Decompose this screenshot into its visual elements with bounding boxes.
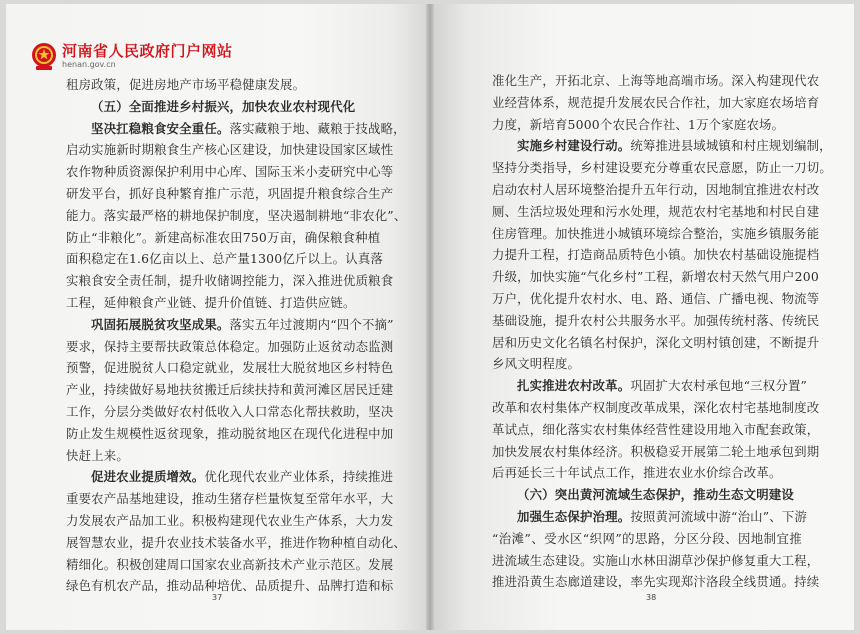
paragraph-text: 乡风文明程度。 bbox=[492, 356, 581, 372]
text-line bbox=[492, 179, 820, 201]
paragraph-text: 业经营体系，规范提升发展农民合作社，加大家庭农场培育 bbox=[492, 94, 820, 110]
text-line bbox=[66, 532, 406, 554]
paragraph-text: 启动农村人居环境整治提升五年行动，因地制宜推进农村改 bbox=[492, 181, 820, 197]
text-line bbox=[66, 248, 384, 270]
text-line bbox=[66, 74, 366, 96]
left-page-body bbox=[66, 74, 407, 597]
national-emblem-icon bbox=[30, 42, 58, 72]
paragraph-text: “治滩”、受水区“织网”的思路，分区分段、因地制宜推 bbox=[492, 530, 802, 546]
text-line bbox=[66, 379, 394, 401]
text-line bbox=[492, 114, 802, 136]
paragraph-text: 准化生产，开拓北京、上海等地高端市场。深入构建现代农 bbox=[492, 73, 820, 88]
paragraph-text: 精细化。积极创建周口国家农业高新技术产业示范区。发展 bbox=[66, 556, 394, 572]
paragraph-text: 力度，新培育5000个农民合作社、1万个家庭农场。 bbox=[492, 116, 785, 132]
site-domain: henan.gov.cn bbox=[62, 60, 116, 69]
paragraph-text: 革试点，细化落实农村集体经营性建设用地入市配套政策， bbox=[492, 421, 820, 437]
paragraph-text: 工程，延伸粮食产业链、提升价值链、打造供应链。 bbox=[66, 294, 356, 310]
paragraph-text: 产业，持续做好易地扶贫搬迁后续扶持和黄河滩区居民迁建 bbox=[66, 382, 394, 398]
text-line bbox=[66, 357, 394, 379]
paragraph-text: 展智慧农业，提升农业技术装备水平，推进作物种植自动化、 bbox=[66, 534, 406, 550]
text-line bbox=[492, 310, 820, 332]
text-line bbox=[492, 70, 820, 92]
text-line bbox=[66, 96, 366, 118]
paragraph-text: 后再延长三十年试点工作，推进农业水价综合改革。 bbox=[492, 465, 782, 481]
text-line bbox=[492, 135, 832, 157]
paragraph-text: 预警，促进脱贫人口稳定就业，发展壮大脱贫地区乡村特色 bbox=[66, 360, 394, 376]
text-line bbox=[492, 550, 820, 572]
paragraph-text: 厕、生活垃圾处理和污水处理，规范农村宅基地和村民自建 bbox=[492, 203, 820, 219]
paragraph-text: 加快发展农村集体经济。积极稳妥开展第二轮土地承包到期 bbox=[492, 443, 820, 459]
paragraph-text: 坚持分类指导，乡村建设要充分尊重农民意愿，防止一刀切。 bbox=[492, 160, 832, 176]
text-line bbox=[66, 227, 381, 249]
text-line bbox=[66, 183, 394, 205]
paragraph-text: 改革和农村集体产权制度改革成果，深化农村宅基地制度改 bbox=[492, 399, 820, 415]
text-line bbox=[492, 571, 820, 593]
text-line bbox=[492, 266, 819, 288]
right-page bbox=[434, 4, 854, 630]
paragraph-text: 租房政策，促进房地产市场平稳健康发展。 bbox=[66, 77, 306, 92]
paragraph-text: 绿色有机农产品，推动品种培优、品质提升、品牌打造和标 bbox=[66, 578, 394, 594]
text-line bbox=[66, 292, 366, 314]
text-line bbox=[66, 554, 394, 576]
text-line bbox=[66, 466, 394, 488]
text-line bbox=[492, 375, 808, 397]
paragraph-lead: 实施乡村建设行动。 bbox=[517, 138, 631, 154]
paragraph-text: 农作物种质资源保护利用中心库、国际玉米小麦研究中心等 bbox=[66, 164, 394, 180]
text-line bbox=[66, 510, 394, 532]
text-line bbox=[66, 401, 394, 423]
text-line bbox=[492, 353, 802, 375]
book-spread bbox=[6, 4, 854, 630]
paragraph-text: 研发平台，抓好良种繁育推广示范，巩固提升粮食综合生产 bbox=[66, 185, 394, 201]
text-line bbox=[66, 139, 394, 161]
right-page-body bbox=[492, 70, 832, 593]
text-line bbox=[492, 506, 808, 528]
text-line bbox=[492, 332, 820, 354]
paragraph-text: 升级，加快实施“气化乡村”工程，新增农村天然气用户200 bbox=[492, 269, 819, 285]
text-line bbox=[66, 488, 394, 510]
paragraph-text: 要求，保持主要帮扶政策总体稳定。加强防止返贫动态监测 bbox=[66, 338, 394, 354]
paragraph-text: 启动实施新时期粮食生产核心区建设，加快建设国家区域性 bbox=[66, 142, 394, 158]
paragraph-text: 力提升工程，打造商品质特色小镇。加快农村基础设施提档 bbox=[492, 247, 820, 263]
paragraph-text: 重要农产品基地建设，推动生猪存栏量恢复至常年水平，大 bbox=[66, 491, 394, 507]
page-number-left: 37 bbox=[212, 593, 223, 602]
paragraph-text: 快赶上来。 bbox=[66, 447, 129, 463]
text-line bbox=[492, 462, 802, 484]
page-number-right: 38 bbox=[646, 593, 657, 602]
text-line bbox=[492, 441, 820, 463]
site-name: 河南省人民政府门户网站 bbox=[62, 42, 233, 60]
text-line bbox=[492, 528, 802, 550]
paragraph-text: 基础设施，提升农村公共服务水平。加强传统村落、传统民 bbox=[492, 312, 820, 328]
text-line bbox=[492, 157, 832, 179]
text-line bbox=[66, 118, 406, 140]
text-line bbox=[66, 314, 394, 336]
site-logo[interactable] bbox=[30, 42, 233, 76]
text-line bbox=[492, 419, 820, 441]
text-line bbox=[492, 244, 820, 266]
paragraph-text: 推进沿黄生态廊道建设，率先实现郑汴洛段全线贯通。持续 bbox=[492, 574, 820, 590]
text-line bbox=[492, 288, 820, 310]
text-line bbox=[66, 270, 394, 292]
paragraph-lead: 巩固拓展脱贫攻坚成果。 bbox=[91, 316, 230, 332]
paragraph-text: 落实五年过渡期内“四个不摘” bbox=[229, 316, 394, 332]
paragraph-lead: 促进农业提质增效。 bbox=[91, 469, 205, 485]
section-heading: （五）全面推进乡村振兴，加快农业农村现代化 bbox=[91, 98, 356, 114]
paragraph-lead: 加强生态保护治理。 bbox=[517, 508, 631, 524]
paragraph-lead: 坚决扛稳粮食安全重任。 bbox=[91, 120, 230, 136]
text-line bbox=[492, 223, 820, 245]
paragraph-text: 巩固扩大农村承包地“三权分置” bbox=[630, 378, 808, 394]
text-line bbox=[492, 92, 820, 114]
paragraph-text: 工作，分层分类做好农村低收入人口常态化帮扶救助，坚决 bbox=[66, 403, 394, 419]
text-line bbox=[66, 445, 366, 467]
paragraph-text: 住房管理。加快推进小城镇环境综合整治，实施乡镇服务能 bbox=[492, 225, 820, 241]
left-page bbox=[6, 4, 426, 630]
paragraph-text: 能力。落实最严格的耕地保护制度，坚决遏制耕地“非农化”、 bbox=[66, 207, 407, 223]
paragraph-text: 力发展农产品加工业。积极构建现代农业生产体系，大力发 bbox=[66, 512, 394, 528]
paragraph-text: 按照黄河流域中游“治山”、下游 bbox=[630, 508, 808, 524]
paragraph-text: 落实藏粮于地、藏粮于技战略， bbox=[229, 120, 406, 136]
text-line bbox=[66, 161, 394, 183]
section-heading: （六）突出黄河流域生态保护，推动生态文明建设 bbox=[517, 487, 794, 503]
book-gutter bbox=[426, 4, 434, 630]
paragraph-text: 万户，优化提升农村水、电、路、通信、广播电视、物流等 bbox=[492, 290, 820, 306]
text-line bbox=[66, 336, 394, 358]
paragraph-text: 进流域生态建设。实施山水林田湖草沙保护修复重大工程， bbox=[492, 552, 820, 568]
paragraph-text: 实粮食安全责任制，提升收储调控能力，深入推进优质粮食 bbox=[66, 273, 394, 289]
text-line bbox=[492, 484, 802, 506]
text-line bbox=[66, 205, 407, 227]
paragraph-lead: 扎实推进农村改革。 bbox=[517, 378, 631, 394]
paragraph-text: 面积稳定在1.6亿亩以上、总产量1300亿斤以上。认真落 bbox=[66, 251, 384, 267]
text-line bbox=[66, 423, 394, 445]
paragraph-text: 统筹推进县域城镇和村庄规划编制， bbox=[630, 138, 832, 154]
paragraph-text: 居和历史文化名镇名村保护，深化文明村镇创建，不断提升 bbox=[492, 334, 820, 350]
paragraph-text: 防止发生规模性返贫现象，推动脱贫地区在现代化进程中加 bbox=[66, 425, 394, 441]
text-line bbox=[492, 397, 820, 419]
paragraph-text: 防止“非粮化”。新建高标准农田750万亩，确保粮食种植 bbox=[66, 229, 381, 245]
paragraph-text: 优化现代农业产业体系，持续推进 bbox=[204, 469, 394, 485]
text-line bbox=[492, 201, 820, 223]
